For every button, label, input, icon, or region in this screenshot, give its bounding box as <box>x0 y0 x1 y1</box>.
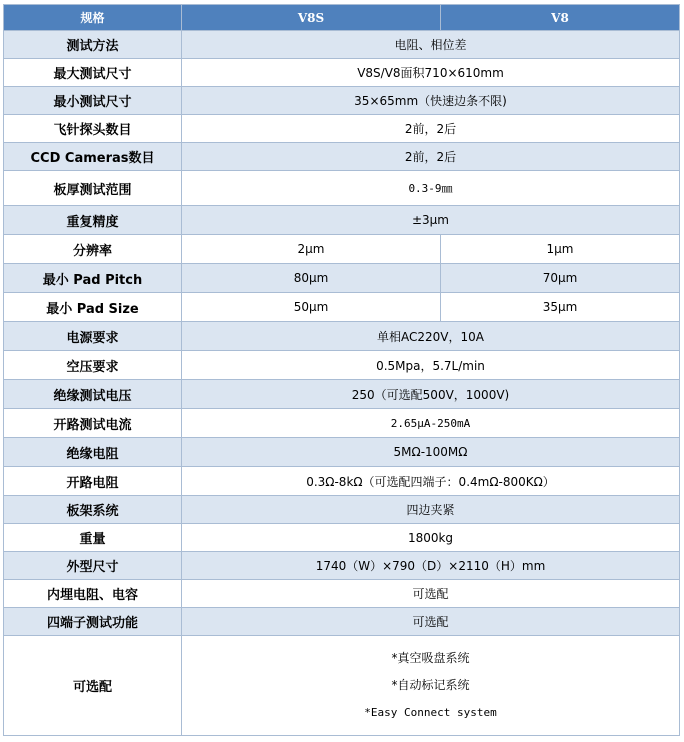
row-label: 开路测试电流 <box>4 409 182 438</box>
option-item: *自动标记系统 <box>391 678 470 692</box>
row-value-v8: 35μm <box>441 293 680 322</box>
row-max-size <box>4 59 680 87</box>
row-ccd-cameras <box>4 143 680 171</box>
row-value: V8S/V8面积710×610mm <box>182 59 680 87</box>
row-label: 分辨率 <box>4 235 182 264</box>
row-value: 可选配 <box>182 608 680 636</box>
row-fixture <box>4 496 680 524</box>
row-label: 重复精度 <box>4 206 182 235</box>
row-open-resistance <box>4 467 680 496</box>
row-value: 2前，2后 <box>182 143 680 171</box>
row-probes <box>4 115 680 143</box>
row-value: 2.65μA-250mA <box>182 409 680 438</box>
row-insulation-resistance <box>4 438 680 467</box>
row-weight <box>4 524 680 552</box>
row-label: 板架系统 <box>4 496 182 524</box>
row-value: 1800kg <box>182 524 680 552</box>
row-dimensions <box>4 552 680 580</box>
row-value: 四边夹紧 <box>182 496 680 524</box>
row-test-method <box>4 31 680 59</box>
row-value: 可选配 <box>182 580 680 608</box>
row-label: 板厚测试范围 <box>4 171 182 206</box>
row-value-v8: 70μm <box>441 264 680 293</box>
row-power <box>4 322 680 351</box>
row-air <box>4 351 680 380</box>
row-label: 开路电阻 <box>4 467 182 496</box>
option-item: *Easy Connect system <box>364 706 497 719</box>
row-resolution <box>4 235 680 264</box>
row-value: 单相AC220V，10A <box>182 322 680 351</box>
option-item: *真空吸盘系统 <box>391 651 470 665</box>
row-value-v8s: 80μm <box>182 264 441 293</box>
row-value-v8: 1μm <box>441 235 680 264</box>
row-pad-pitch <box>4 264 680 293</box>
row-label: 绝缘电阻 <box>4 438 182 467</box>
header-v8s: V8S <box>182 5 441 31</box>
row-repeatability <box>4 206 680 235</box>
row-value: 250（可选配500V，1000V) <box>182 380 680 409</box>
row-value-v8s: 50μm <box>182 293 441 322</box>
row-value: 1740（W）×790（D）×2110（H）mm <box>182 552 680 580</box>
row-value: 2前，2后 <box>182 115 680 143</box>
row-thickness <box>4 171 680 206</box>
row-label: 重量 <box>4 524 182 552</box>
options-list <box>182 636 680 736</box>
row-value: 电阻、相位差 <box>182 31 680 59</box>
row-value: 35×65mm（快速边条不限) <box>182 87 680 115</box>
header-row <box>4 5 680 31</box>
row-options <box>4 636 680 736</box>
row-label: 最小 Pad Size <box>4 293 182 322</box>
row-pad-size <box>4 293 680 322</box>
row-value: 0.5Mpa，5.7L/min <box>182 351 680 380</box>
row-label: 绝缘测试电压 <box>4 380 182 409</box>
row-label: 最小测试尺寸 <box>4 87 182 115</box>
row-min-size <box>4 87 680 115</box>
row-label: 最小 Pad Pitch <box>4 264 182 293</box>
row-value: 5MΩ-100MΩ <box>182 438 680 467</box>
row-label: 飞针探头数目 <box>4 115 182 143</box>
row-label: 测试方法 <box>4 31 182 59</box>
header-v8: V8 <box>441 5 680 31</box>
row-label: 最大测试尺寸 <box>4 59 182 87</box>
row-label: 内埋电阻、电容 <box>4 580 182 608</box>
row-embedded <box>4 580 680 608</box>
row-label: 四端子测试功能 <box>4 608 182 636</box>
row-four-terminal <box>4 608 680 636</box>
row-label: 电源要求 <box>4 322 182 351</box>
row-open-current <box>4 409 680 438</box>
row-insulation-voltage <box>4 380 680 409</box>
spec-table <box>3 4 680 736</box>
row-label: 外型尺寸 <box>4 552 182 580</box>
row-value: 0.3-9㎜ <box>182 171 680 206</box>
row-value-v8s: 2μm <box>182 235 441 264</box>
row-label: 空压要求 <box>4 351 182 380</box>
row-value: ±3μm <box>182 206 680 235</box>
header-spec: 规格 <box>4 5 182 31</box>
row-label: CCD Cameras数目 <box>4 143 182 171</box>
row-label: 可选配 <box>4 636 182 736</box>
row-value: 0.3Ω-8kΩ（可选配四端子：0.4mΩ-800KΩ） <box>182 467 680 496</box>
